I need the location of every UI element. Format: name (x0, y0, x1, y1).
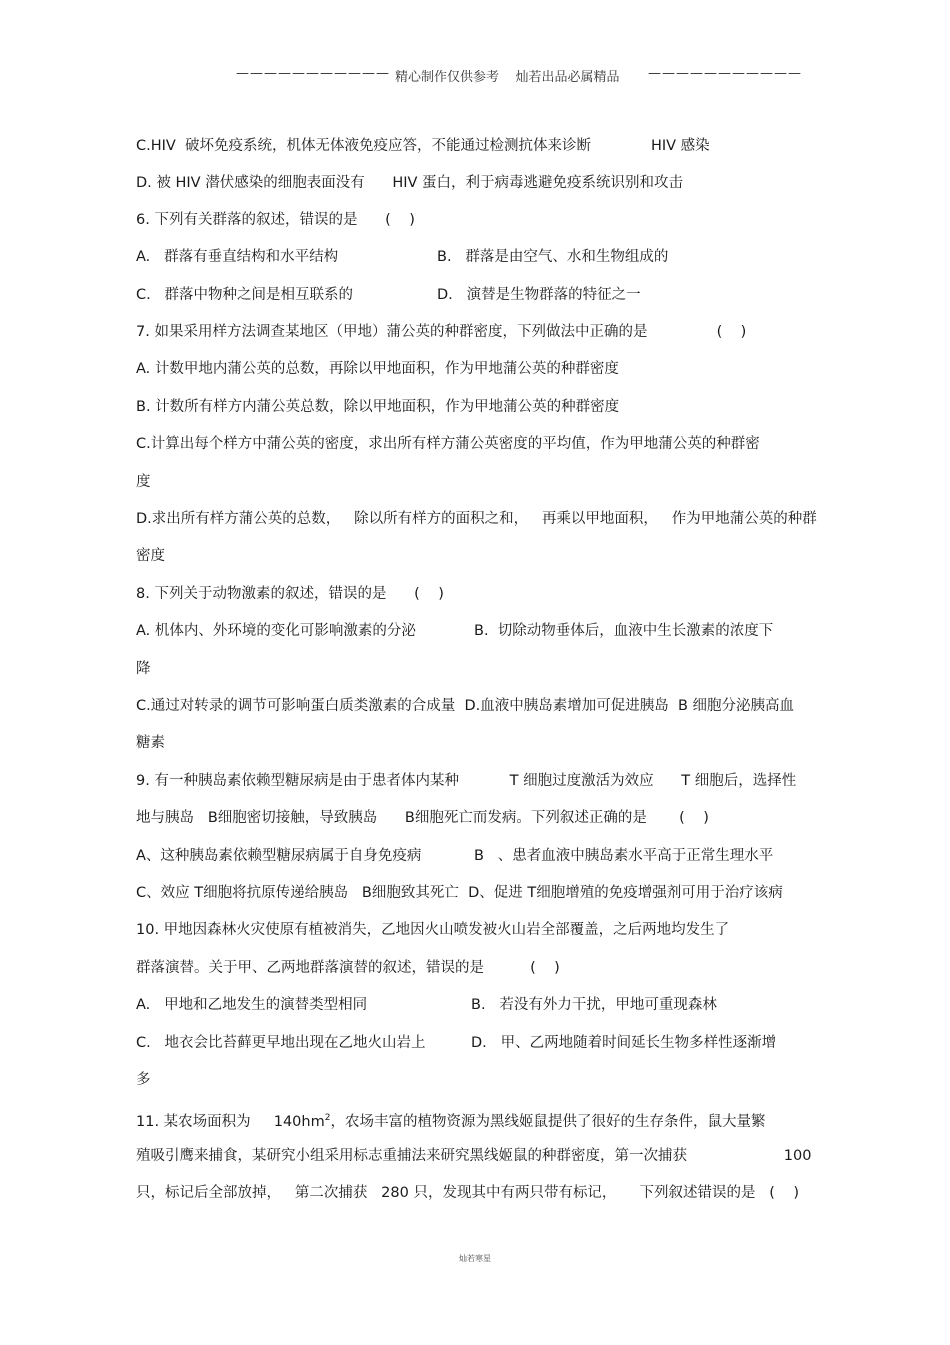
q10-option-d-cont: 多 (136, 1072, 151, 1088)
header-text: 精心制作仅供参考 灿若出品必属精品 (395, 70, 620, 85)
q6-option-c: C. 群落中物种之间是相互联系的 (136, 287, 354, 303)
q7-stem: 7. 如果采用样方法调查某地区（甲地）蒲公英的种群密度，下列做法中正确的是 ( ) (136, 324, 747, 340)
q8-option-b: B. 切除动物垂体后，血液中生长激素的浓度下 (474, 623, 774, 639)
q11-stem-cont-2: 只，标记后全部放掉， 第二次捕获 280 只，发现其中有两只带有标记， 下列叙述错误的是 ( ) (136, 1185, 800, 1201)
q7-option-d: D.求出所有样方蒲公英的总数， 除以所有样方的面积之和， 再乘以甲地面积， 作为甲地蒲公英的种群 (136, 511, 817, 527)
q6-option-a: A. 群落有垂直结构和水平结构 (136, 249, 339, 265)
q11-stem-suffix: ，农场丰富的植物资源为黑线姬鼠提供了很好的生存条件，鼠大量繁 (330, 1113, 766, 1130)
q6-stem: 6. 下列有关群落的叙述，错误的是 ( ) (136, 212, 415, 228)
q10-stem: 10. 甲地因森林火灾使原有植被消失，乙地因火山喷发被火山岩全部覆盖，之后两地均发生了 (136, 922, 730, 938)
q8-option-cd: C.通过对转录的调节可影响蛋白质类激素的合成量 D.血液中胰岛素增加可促进胰岛 B 细胞分泌胰高血 (136, 698, 794, 714)
header-dash-right: ——————————— (648, 66, 802, 81)
q10-option-c: C. 地衣会比苔藓更早地出现在乙地火山岩上 (136, 1035, 426, 1051)
q7-option-c-cont: 度 (136, 474, 151, 490)
q8-stem: 8. 下列关于动物激素的叙述，错误的是 ( ) (136, 586, 444, 602)
q7-option-d-cont: 密度 (136, 548, 165, 564)
q6-option-b: B. 群落是由空气、水和生物组成的 (437, 249, 669, 265)
q10-option-d: D. 甲、乙两地随着时间延长生物多样性逐渐增 (471, 1035, 777, 1051)
page-footer: 灿若寒星 (459, 1254, 491, 1263)
q11-superscript: 2 (324, 1113, 331, 1123)
q9-stem: 9. 有一种胰岛素依赖型糖尿病是由于患者体内某种 T 细胞过度激活为效应 T 细胞后，选择性 (136, 773, 797, 789)
q10-stem-cont: 群落演替。关于甲、乙两地群落演替的叙述，错误的是 ( ) (136, 960, 560, 976)
q5-option-c: C.HIV 破坏免疫系统，机体无体液免疫应答，不能通过检测抗体来诊断 HIV 感染 (136, 138, 710, 154)
q5-option-d: D. 被 HIV 潜伏感染的细胞表面没有 HIV 蛋白，利于病毒逃避免疫系统识别和攻击 (136, 175, 684, 191)
q9-option-a: A、这种胰岛素依赖型糖尿病属于自身免疫病 (136, 848, 422, 864)
header-dash-left: ——————————— (236, 66, 390, 81)
q7-option-b: B. 计数所有样方内蒲公英总数，除以甲地面积，作为甲地蒲公英的种群密度 (136, 399, 620, 415)
q11-stem (136, 1108, 765, 1132)
q9-stem-cont: 地与胰岛 B细胞密切接触，导致胰岛 B细胞死亡而发病。下列叙述正确的是 ( ) (136, 810, 709, 826)
q9-option-b: B 、患者血液中胰岛素水平高于正常生理水平 (474, 848, 774, 864)
q11-stem-cont: 殖吸引鹰来捕食，某研究小组采用标志重捕法来研究黑线姬鼠的种群密度，第一次捕获 100 (136, 1148, 812, 1164)
q10-option-a: A. 甲地和乙地发生的演替类型相同 (136, 997, 368, 1013)
q11-stem-prefix: 11. 某农场面积为 140hm (136, 1113, 325, 1130)
q9-option-cd: C、效应 T细胞将抗原传递给胰岛 B细胞致其死亡 D、促进 T细胞增殖的免疫增强剂可用于治疗该病 (136, 885, 783, 901)
q10-option-b: B. 若没有外力干扰，甲地可重现森林 (471, 997, 717, 1013)
q7-option-c: C.计算出每个样方中蒲公英的密度，求出所有样方蒲公英密度的平均值，作为甲地蒲公英的种群密 (136, 436, 760, 452)
q8-option-b-cont: 降 (136, 661, 151, 677)
q6-option-d: D. 演替是生物群落的特征之一 (437, 287, 641, 303)
q7-option-a: A. 计数甲地内蒲公英的总数，再除以甲地面积，作为甲地蒲公英的种群密度 (136, 361, 619, 377)
q8-option-a: A. 机体内、外环境的变化可影响激素的分泌 (136, 623, 416, 639)
q8-option-d-cont: 糖素 (136, 735, 165, 751)
